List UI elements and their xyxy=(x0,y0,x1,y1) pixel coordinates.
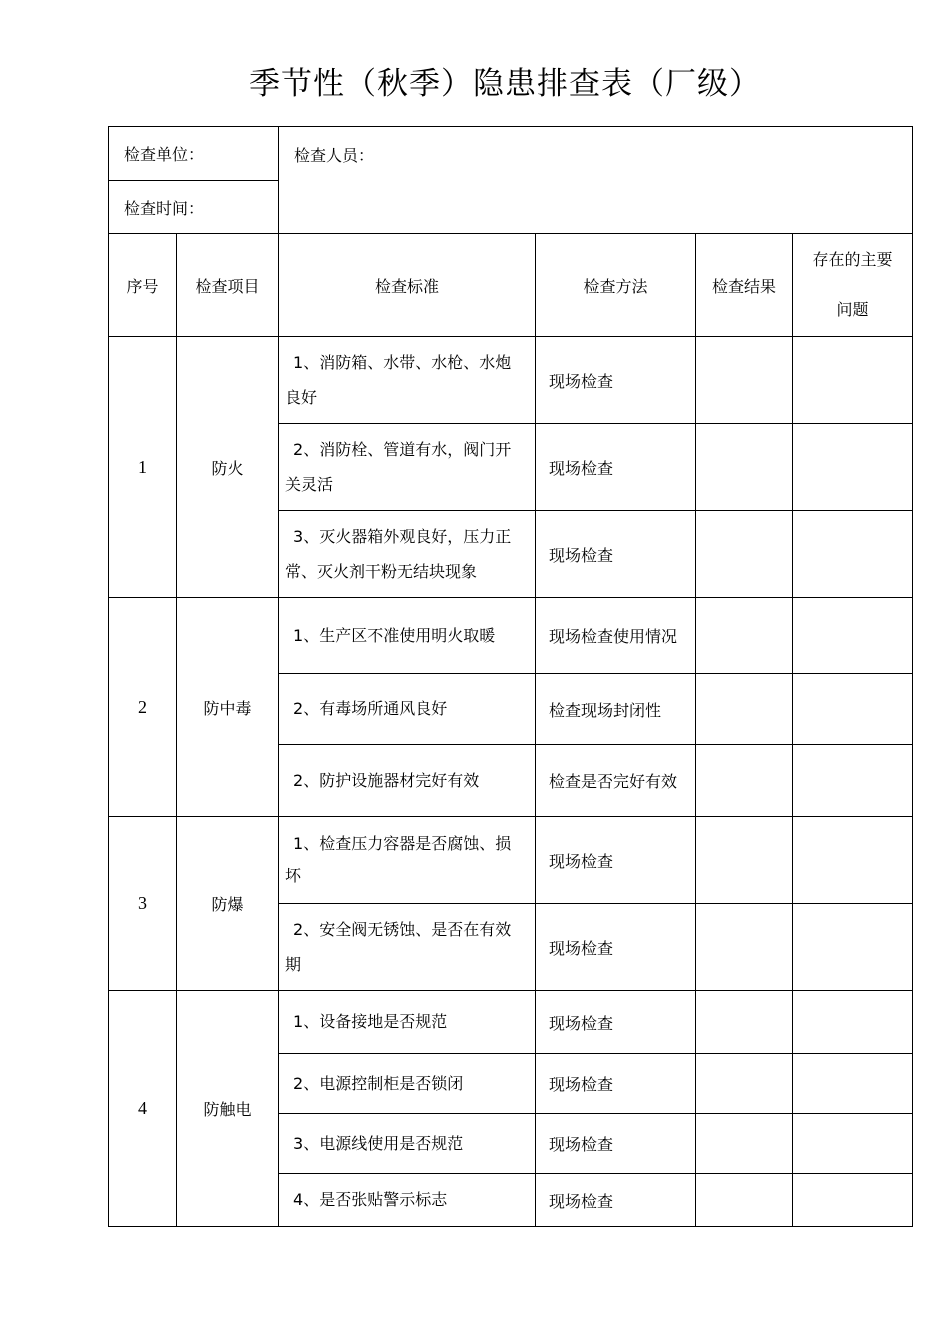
group-item: 防中毒 xyxy=(177,598,279,817)
standard-cell: 1、设备接地是否规范 xyxy=(279,991,536,1054)
result-cell[interactable] xyxy=(696,904,793,991)
standard-cell xyxy=(279,511,536,598)
table-row xyxy=(109,817,913,904)
group-seq: 4 xyxy=(109,991,177,1227)
standard-cell: 2、防护设施器材完好有效 xyxy=(279,745,536,817)
problem-cell[interactable] xyxy=(793,1174,913,1227)
result-cell[interactable] xyxy=(696,1114,793,1174)
standard-text: 1、消防箱、水带、水枪、水炮良好 xyxy=(285,353,512,407)
problem-cell[interactable] xyxy=(793,674,913,745)
header-result: 检查结果 xyxy=(696,234,793,337)
header-problem-line1: 存在的主要 xyxy=(812,250,893,269)
problem-cell[interactable] xyxy=(793,424,913,511)
problem-cell[interactable] xyxy=(793,991,913,1054)
standard-cell: 4、是否张贴警示标志 xyxy=(279,1174,536,1227)
table-row xyxy=(109,991,913,1054)
standard-cell: 2、电源控制柜是否锁闭 xyxy=(279,1054,536,1114)
header-problem-line2: 问题 xyxy=(836,300,869,319)
group-seq: 2 xyxy=(109,598,177,817)
group-item: 防触电 xyxy=(177,991,279,1227)
result-cell[interactable] xyxy=(696,424,793,511)
result-cell[interactable] xyxy=(696,674,793,745)
result-cell[interactable] xyxy=(696,991,793,1054)
inspection-unit-label: 检查单位： xyxy=(124,145,205,164)
result-cell[interactable] xyxy=(696,817,793,904)
result-cell[interactable] xyxy=(696,511,793,598)
table-row xyxy=(109,337,913,424)
group-item: 防爆 xyxy=(177,817,279,991)
header-standard: 检查标准 xyxy=(279,234,536,337)
page-title: 季节性（秋季）隐患排查表（厂级） xyxy=(249,66,761,102)
method-cell: 现场检查 xyxy=(536,991,696,1054)
problem-cell[interactable] xyxy=(793,598,913,674)
problem-cell[interactable] xyxy=(793,337,913,424)
table-header-row xyxy=(109,234,913,337)
standard-text: 1、检查压力容器是否腐蚀、损坏 xyxy=(285,834,512,885)
problem-cell[interactable] xyxy=(793,1054,913,1114)
header-problem xyxy=(793,234,913,337)
result-cell[interactable] xyxy=(696,598,793,674)
method-cell: 现场检查 xyxy=(536,1174,696,1227)
method-cell: 检查是否完好有效 xyxy=(536,745,696,817)
standard-text: 2、安全阀无锈蚀、是否在有效期 xyxy=(285,920,512,974)
standard-cell xyxy=(279,904,536,991)
header-seq: 序号 xyxy=(109,234,177,337)
inspector-field[interactable] xyxy=(279,127,913,234)
group-seq: 3 xyxy=(109,817,177,991)
inspection-time-field[interactable] xyxy=(109,181,279,234)
method-cell: 现场检查 xyxy=(536,511,696,598)
inspection-unit-field[interactable] xyxy=(109,127,279,181)
method-cell: 检查现场封闭性 xyxy=(536,674,696,745)
standard-cell: 1、生产区不准使用明火取暖 xyxy=(279,598,536,674)
standard-text: 3、灭火器箱外观良好，压力正常、灭火剂干粉无结块现象 xyxy=(285,527,512,581)
table-row xyxy=(109,598,913,674)
method-cell: 现场检查使用情况 xyxy=(536,598,696,674)
group-item: 防火 xyxy=(177,337,279,598)
standard-cell xyxy=(279,337,536,424)
inspector-label: 检查人员： xyxy=(294,146,375,165)
standard-cell xyxy=(279,424,536,511)
header-item: 检查项目 xyxy=(177,234,279,337)
problem-cell[interactable] xyxy=(793,817,913,904)
standard-cell: 2、有毒场所通风良好 xyxy=(279,674,536,745)
method-cell: 现场检查 xyxy=(536,337,696,424)
standard-cell xyxy=(279,817,536,904)
group-seq: 1 xyxy=(109,337,177,598)
result-cell[interactable] xyxy=(696,1054,793,1114)
standard-cell: 3、电源线使用是否规范 xyxy=(279,1114,536,1174)
method-cell: 现场检查 xyxy=(536,1054,696,1114)
inspection-time-label: 检查时间： xyxy=(124,198,205,218)
inspection-table xyxy=(108,126,913,1227)
method-cell: 现场检查 xyxy=(536,904,696,991)
result-cell[interactable] xyxy=(696,337,793,424)
standard-text: 2、消防栓、管道有水，阀门开关灵活 xyxy=(285,440,512,494)
method-cell: 现场检查 xyxy=(536,424,696,511)
result-cell[interactable] xyxy=(696,1174,793,1227)
problem-cell[interactable] xyxy=(793,1114,913,1174)
problem-cell[interactable] xyxy=(793,904,913,991)
method-cell: 现场检查 xyxy=(536,817,696,904)
method-cell: 现场检查 xyxy=(536,1114,696,1174)
problem-cell[interactable] xyxy=(793,511,913,598)
problem-cell[interactable] xyxy=(793,745,913,817)
result-cell[interactable] xyxy=(696,745,793,817)
header-method: 检查方法 xyxy=(536,234,696,337)
